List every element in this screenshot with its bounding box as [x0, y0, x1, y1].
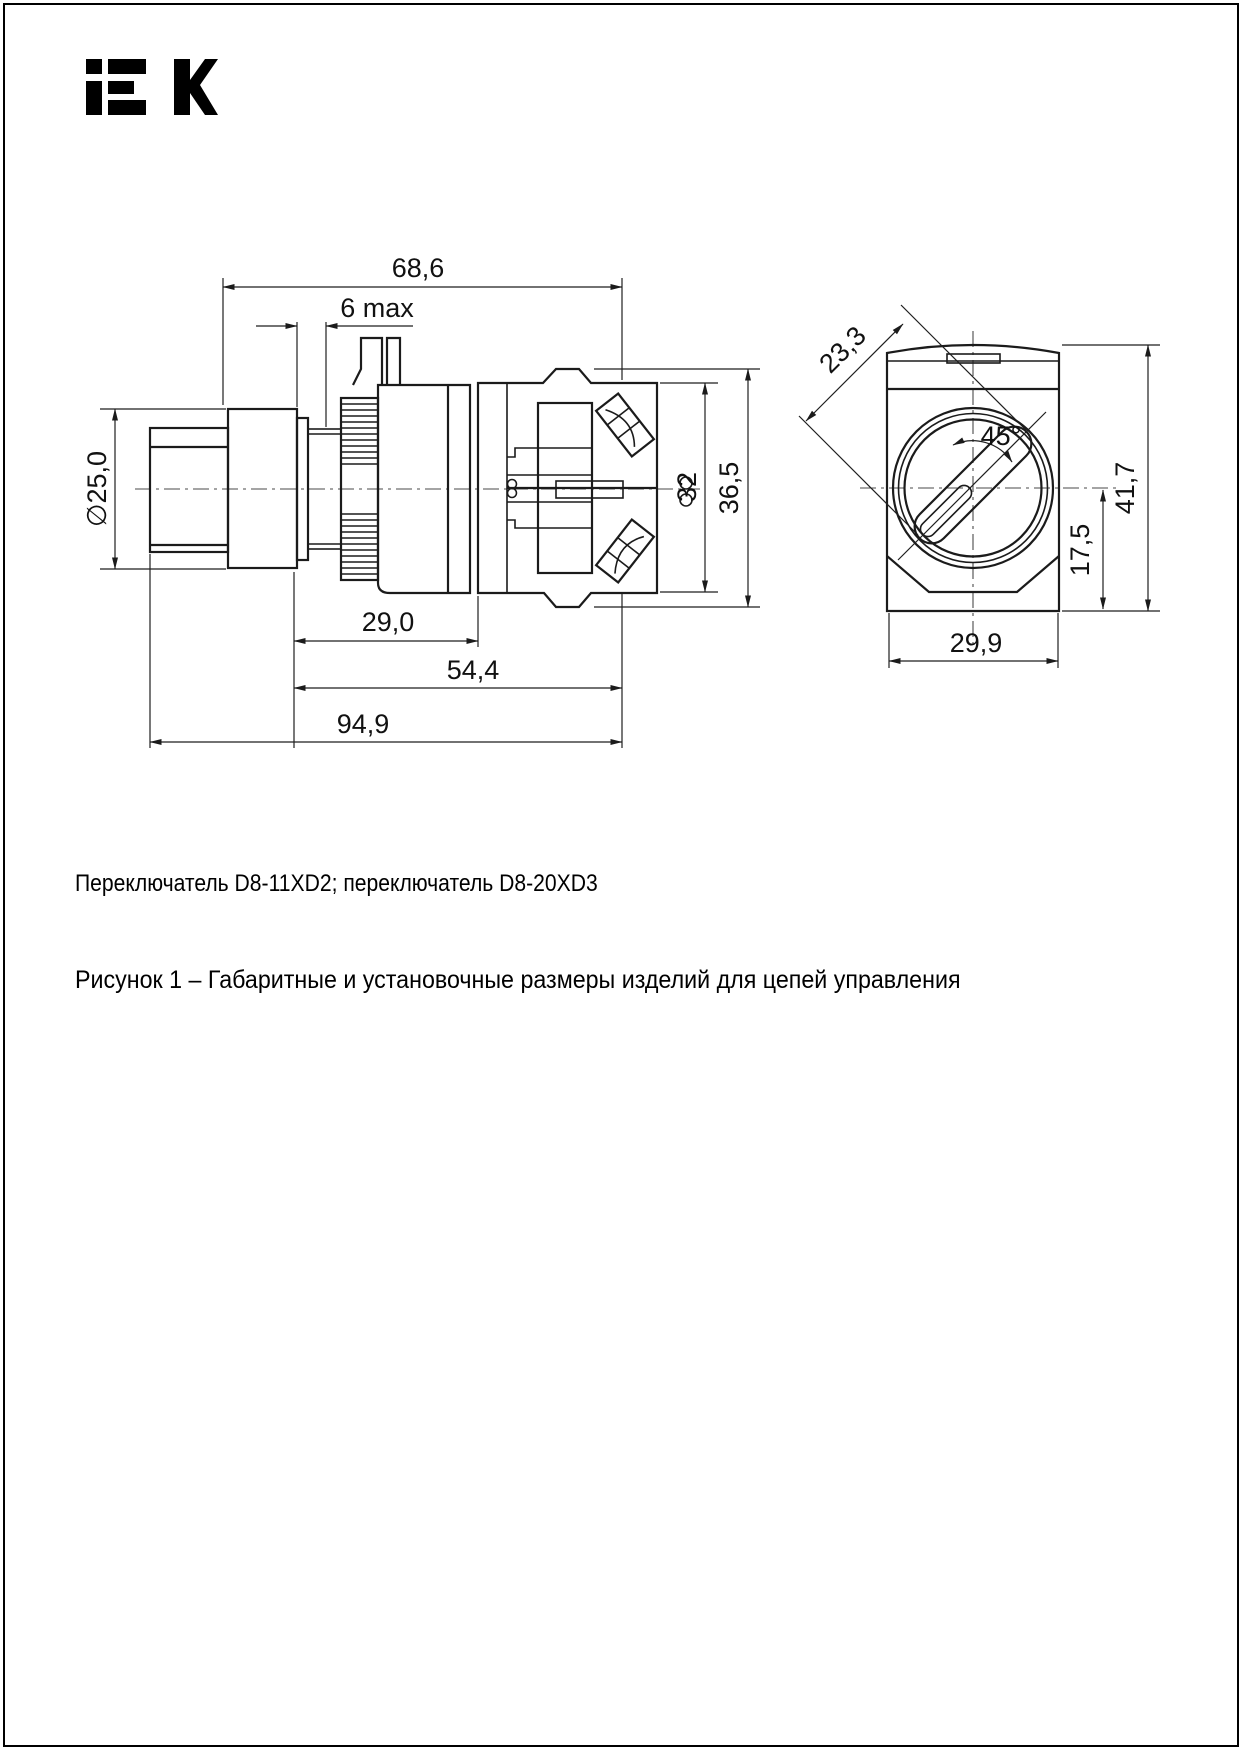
dim-label-rotation-angle: 45° — [980, 421, 1022, 451]
rotation-annotation — [953, 421, 1021, 462]
dim-label-height-below-axis: 17,5 — [1065, 523, 1095, 577]
selector-lever — [898, 412, 1046, 560]
figure-caption-text: Рисунок 1 – Габаритные и установочные размеры изделий для цепей управления — [75, 966, 961, 994]
dim-total-depth — [150, 554, 622, 748]
dim-label-panel-thickness: 6 max — [340, 293, 414, 323]
dim-label-body-depth: 54,4 — [446, 655, 500, 685]
product-designation-text: Переключатель D8-11XD2; переключатель D8-20XD3 — [75, 870, 598, 897]
contact-block — [478, 369, 692, 607]
screw-terminal-bottom — [596, 520, 654, 583]
screw-terminal-top — [596, 394, 654, 457]
knob — [150, 428, 228, 552]
dim-label-block-height: 32 — [672, 471, 702, 503]
dim-label-total-depth: 94,9 — [336, 709, 390, 739]
dim-label-mount-depth: 29,0 — [361, 607, 415, 637]
product-designation — [75, 870, 669, 898]
dim-label-block-height-overall: 36,5 — [714, 461, 744, 515]
dim-label-lever-length: 23,3 — [813, 320, 872, 379]
front-view — [799, 305, 1160, 668]
dim-block-height — [660, 383, 718, 592]
dim-label-height-overall: 41,7 — [1110, 461, 1140, 515]
screw-slot — [605, 405, 641, 447]
iek-logo — [86, 59, 218, 115]
side-view — [82, 253, 760, 748]
dim-height-below-axis — [1065, 490, 1103, 609]
dim-label-knob-diameter: ∅25,0 — [82, 450, 112, 528]
dim-label-body-width: 29,9 — [949, 628, 1003, 658]
dim-overall-depth — [223, 253, 622, 405]
dim-label-overall-depth: 68,6 — [391, 253, 445, 283]
dim-lever-length — [799, 305, 1026, 535]
dim-panel-thickness — [256, 293, 414, 427]
figure-caption — [75, 966, 1027, 995]
latch-tabs — [353, 338, 400, 385]
lever-axis-line — [898, 412, 1046, 560]
lever-grip-slot — [917, 482, 974, 539]
bezel-ring — [228, 409, 308, 568]
